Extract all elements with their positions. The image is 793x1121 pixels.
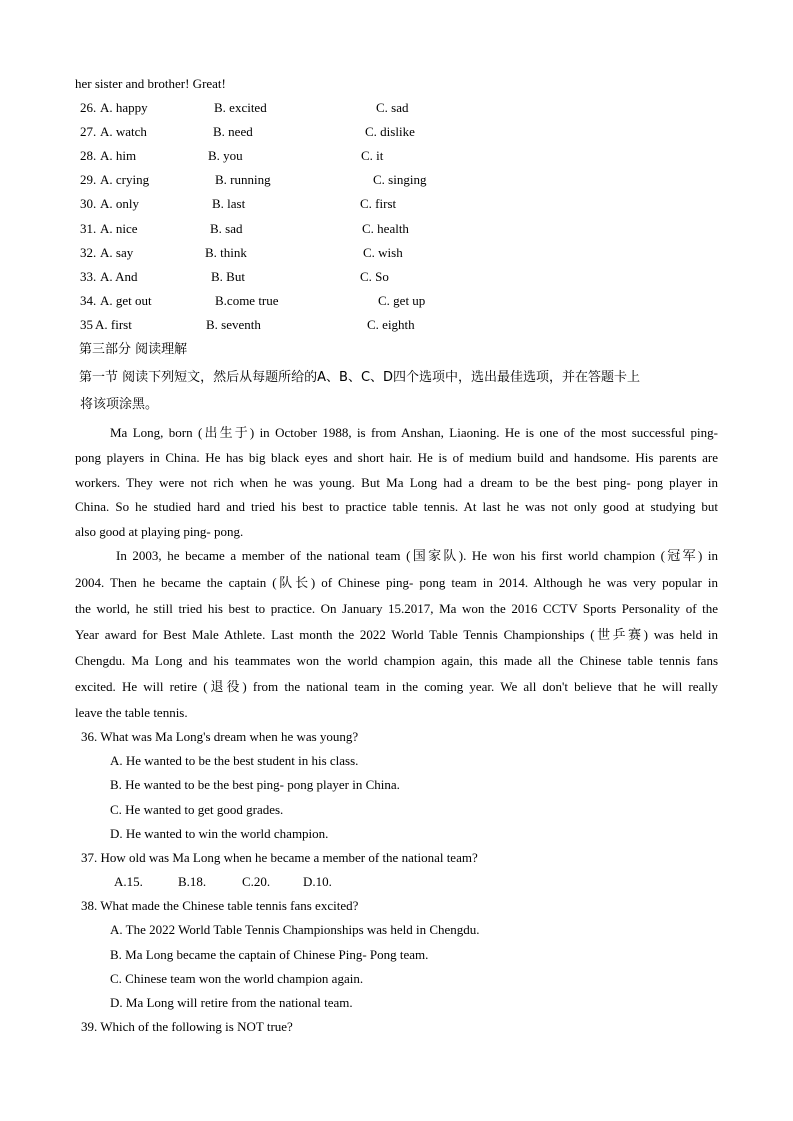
answer-option: A.15.	[114, 874, 143, 889]
option-a: A. crying	[100, 172, 150, 187]
option-c: C. singing	[373, 172, 427, 187]
option-a: A. first	[95, 317, 132, 332]
item-number: 26.	[80, 100, 97, 115]
intro-tail: her sister and brother! Great!	[75, 76, 226, 91]
item-number: 29.	[80, 172, 97, 187]
item-number: 33.	[80, 269, 97, 284]
passage-line: excited. He will retire (退役) from the national team in the coming year. We all don't believe that he will really	[75, 679, 718, 694]
question-stem: 37. How old was Ma Long when he became a member of the national team?	[81, 850, 478, 865]
option-c: C. health	[362, 221, 409, 236]
answer-option: B. Ma Long became the captain of Chinese Ping- Pong team.	[110, 947, 429, 962]
option-c: C. So	[360, 269, 389, 284]
option-a: A. And	[100, 269, 138, 284]
question-stem: 36. What was Ma Long's dream when he was young?	[81, 729, 359, 744]
option-c: C. it	[361, 148, 384, 163]
item-number: 30.	[80, 196, 97, 211]
passage-line: workers. They were not rich when he was young. But Ma Long had a dream to be the best ping- pong player in	[75, 475, 718, 490]
instruction-line-1: 第一节 阅读下列短文，然后从每题所给的A、B、C、D四个选项中，选出最佳选项，并在答题卡上	[79, 370, 641, 385]
item-number: 27.	[80, 124, 97, 139]
option-b: B. seventh	[206, 317, 261, 332]
option-c: C. first	[360, 196, 397, 211]
option-a: A. nice	[100, 221, 138, 236]
option-b: B. running	[215, 172, 271, 187]
answer-option: B.18.	[178, 874, 207, 889]
question-stem: 38. What made the Chinese table tennis fans excited?	[81, 898, 359, 913]
option-c: C. wish	[363, 245, 403, 260]
option-b: B. sad	[210, 221, 243, 236]
answer-option: C.20.	[242, 874, 271, 889]
passage-line: also good at playing ping- pong.	[75, 524, 244, 539]
answer-option: C. Chinese team won the world champion again.	[110, 971, 364, 986]
passage-line: Ma Long, born (出生于) in October 1988, is from Anshan, Liaoning. He is one of the most successful ping-	[110, 425, 718, 440]
option-c: C. eighth	[367, 317, 415, 332]
option-b: B. need	[213, 124, 253, 139]
option-c: C. get up	[378, 293, 426, 308]
option-b: B. think	[205, 245, 247, 260]
passage-line: China. So he studied hard and tried his best to practice table tennis. At last he was not only good at studying but	[75, 499, 718, 514]
passage-line: Year award for Best Male Athlete. Last month the 2022 World Table Tennis Championships (世乒赛) was held in	[75, 627, 718, 642]
option-a: A. watch	[100, 124, 147, 139]
option-b: B. excited	[214, 100, 267, 115]
option-b: B.come true	[215, 293, 279, 308]
item-number: 34.	[80, 293, 97, 308]
item-number: 32.	[80, 245, 97, 260]
option-a: A. only	[100, 196, 139, 211]
option-b: B. last	[212, 196, 246, 211]
answer-option: C. He wanted to get good grades.	[110, 802, 284, 817]
item-number: 35	[80, 317, 93, 332]
passage-line: In 2003, he became a member of the national team (国家队). He won his first world champion (冠军) in	[116, 548, 718, 563]
answer-option: A. The 2022 World Table Tennis Championships was held in Chengdu.	[110, 922, 480, 937]
option-a: A. say	[100, 245, 134, 260]
option-a: A. get out	[100, 293, 152, 308]
passage-line: pong players in China. He has big black eyes and short hair. He is of medium build and handsome. His parents are	[75, 450, 718, 465]
option-c: C. sad	[376, 100, 409, 115]
instruction-line-2: 将该项涂黑。	[80, 397, 159, 412]
answer-option: A. He wanted to be the best student in his class.	[110, 753, 359, 768]
answer-option: D.10.	[303, 874, 332, 889]
item-number: 31.	[80, 221, 97, 236]
passage-line: leave the table tennis.	[75, 705, 188, 720]
option-c: C. dislike	[365, 124, 415, 139]
passage-line: Chengdu. Ma Long and his teammates won the world champion again, this made all the Chinese table tennis fans	[75, 653, 718, 668]
section-title: 第三部分 阅读理解	[79, 342, 188, 357]
passage-line: the world, he still tried his best to practice. On January 15.2017, Ma won the 2016 CCTV Sports Personality of the	[75, 601, 718, 616]
answer-option: B. He wanted to be the best ping- pong player in China.	[110, 777, 400, 792]
option-b: B. you	[208, 148, 243, 163]
option-b: B. But	[211, 269, 245, 284]
question-stem: 39. Which of the following is NOT true?	[81, 1019, 293, 1034]
option-a: A. happy	[100, 100, 148, 115]
answer-option: D. He wanted to win the world champion.	[110, 826, 329, 841]
item-number: 28.	[80, 148, 97, 163]
option-a: A. him	[100, 148, 137, 163]
answer-option: D. Ma Long will retire from the national team.	[110, 995, 353, 1010]
passage-line: 2004. Then he became the captain (队长) of Chinese ping- pong team in 2014. Although he was very popular in	[75, 575, 718, 590]
